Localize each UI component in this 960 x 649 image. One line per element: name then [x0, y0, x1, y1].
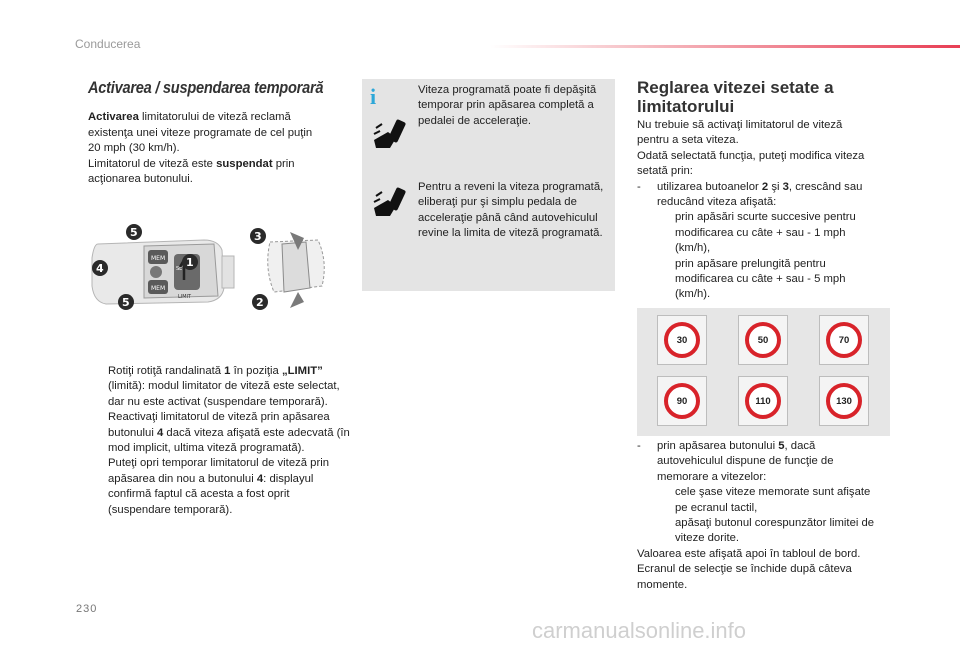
speed-sign-card[interactable] [657, 315, 707, 365]
info-icon: i [370, 84, 377, 109]
speed-limit-sign-icon: 70 [826, 322, 862, 358]
activation-steps [90, 364, 352, 518]
speed-sign-card[interactable] [657, 376, 707, 426]
intro-line: Limitatorul de viteză este suspendat prin [88, 157, 295, 170]
svg-text:1: 1 [186, 256, 194, 269]
section-heading-speed-setting: Reglarea vitezei setate a limitatorului [637, 78, 834, 116]
svg-text:2: 2 [256, 296, 264, 309]
pedal-press-icon [372, 118, 410, 152]
list-item: cele şase viteze memorate sunt afişate [675, 486, 871, 499]
down-direction-icon [290, 292, 304, 308]
speed-sign-card[interactable] [738, 376, 788, 426]
list-item: - utilizarea butoanelor 2 şi 3, crescând sau [637, 180, 863, 193]
intro-line: existenţa unei viteze programate de cel puţin [88, 126, 313, 139]
intro-line: acţionarea butonului. [88, 173, 193, 185]
svg-text:3: 3 [254, 230, 262, 243]
mem-label-bottom: MEM [151, 285, 166, 292]
list-item: - prin apăsarea butonului 5, dacă [637, 440, 816, 452]
activation-intro [88, 110, 353, 188]
intro-line: Activarea limitatorului de viteză reclamă [88, 111, 291, 123]
list-item: prin apăsare prelungită pentru [675, 257, 826, 270]
list-item: Rotiţi rotiţă randalinată 1 în poziţia „LIMIT” (limită): modul limitator de viteză este selectat, dar nu este activat (suspendare temporară). [108, 365, 340, 408]
svg-text:5: 5 [122, 296, 130, 309]
watermark: carmanualsonline.info [532, 618, 747, 643]
page-number: 230 [76, 603, 98, 615]
header-rule [490, 45, 960, 48]
section-heading-activation: Activarea / suspendarea temporară [88, 78, 324, 97]
svg-text:LIMIT: LIMIT [178, 294, 192, 300]
info-text-return: Pentru a reveni la viteza programată, eliberaţi pur şi simplu pedala de acceleraţie până când autovehiculul revine la limita de viteză programată. [418, 181, 604, 240]
svg-text:5: 5 [130, 226, 138, 239]
speed-limit-sign-icon: 90 [664, 383, 700, 419]
list-item: apăsaţi butonul corespunzător limitei de [675, 517, 875, 530]
pedal-release-icon [372, 186, 410, 220]
mem-label-top: MEM [151, 255, 166, 262]
speed-sign-card[interactable] [738, 315, 788, 365]
speed-sign-card[interactable] [819, 376, 869, 426]
list-item: Puteţi opri temporar limitatorul de viteză prin apăsarea din nou a butonului 4: displayul confirmă faptul că acesta a fost oprit (suspendare temporară). [108, 457, 330, 516]
speed-memory-panel [637, 308, 890, 436]
speed-setting-body: Nu trebuie să activaţi limitatorul de viteză pentru a seta viteza. Odată selectată funcţia, puteţi modifica viteza setată prin: - utilizarea butoanelor 2 şi 3, crescând sau reducând viteza afişată: prin apăsări scurte succesive pentru modificarea cu câte + sau - 1 mph (km/h), prin apăsare prelungită pentru modificarea cu câte + sau - 5 mph (km/h). [637, 118, 897, 303]
speed-limit-sign-icon: 50 [745, 322, 781, 358]
intro-line: 20 mph (30 km/h). [88, 142, 180, 154]
info-text-override: Viteza programată poate fi depăşită temporar prin apăsarea completă a pedalei de acceleraţie. [418, 84, 597, 127]
svg-text:SET: SET [176, 266, 186, 272]
speed-memory-text: - prin apăsarea butonului 5, dacă autovehiculul dispune de funcţie de memorare a vitezelor: cele şase viteze memorate sunt afişate pe ecranul tactil, apăsaţi butonul corespunzător limitei de viteze dorite. Valoarea este afişată apoi în tabloul de bord. Ecranul de selecţie se închide după câteva momente. [637, 439, 899, 593]
svg-text:4: 4 [96, 262, 104, 275]
limiter-button [150, 266, 162, 278]
list-item: prin apăsări scurte succesive pentru [675, 211, 856, 224]
steering-stalk-figure [84, 222, 346, 320]
speed-limit-sign-icon: 130 [826, 383, 862, 419]
section-title: Conducerea [75, 37, 141, 51]
speed-limit-sign-icon: 110 [745, 383, 781, 419]
list-item: Reactivaţi limitatorul de viteză prin apăsarea butonului 4 dacă viteza afişată este adecvată (în mod implicit, ultima viteză programată). [108, 411, 350, 455]
speed-limit-sign-icon: 30 [664, 322, 700, 358]
speed-sign-card[interactable] [819, 315, 869, 365]
